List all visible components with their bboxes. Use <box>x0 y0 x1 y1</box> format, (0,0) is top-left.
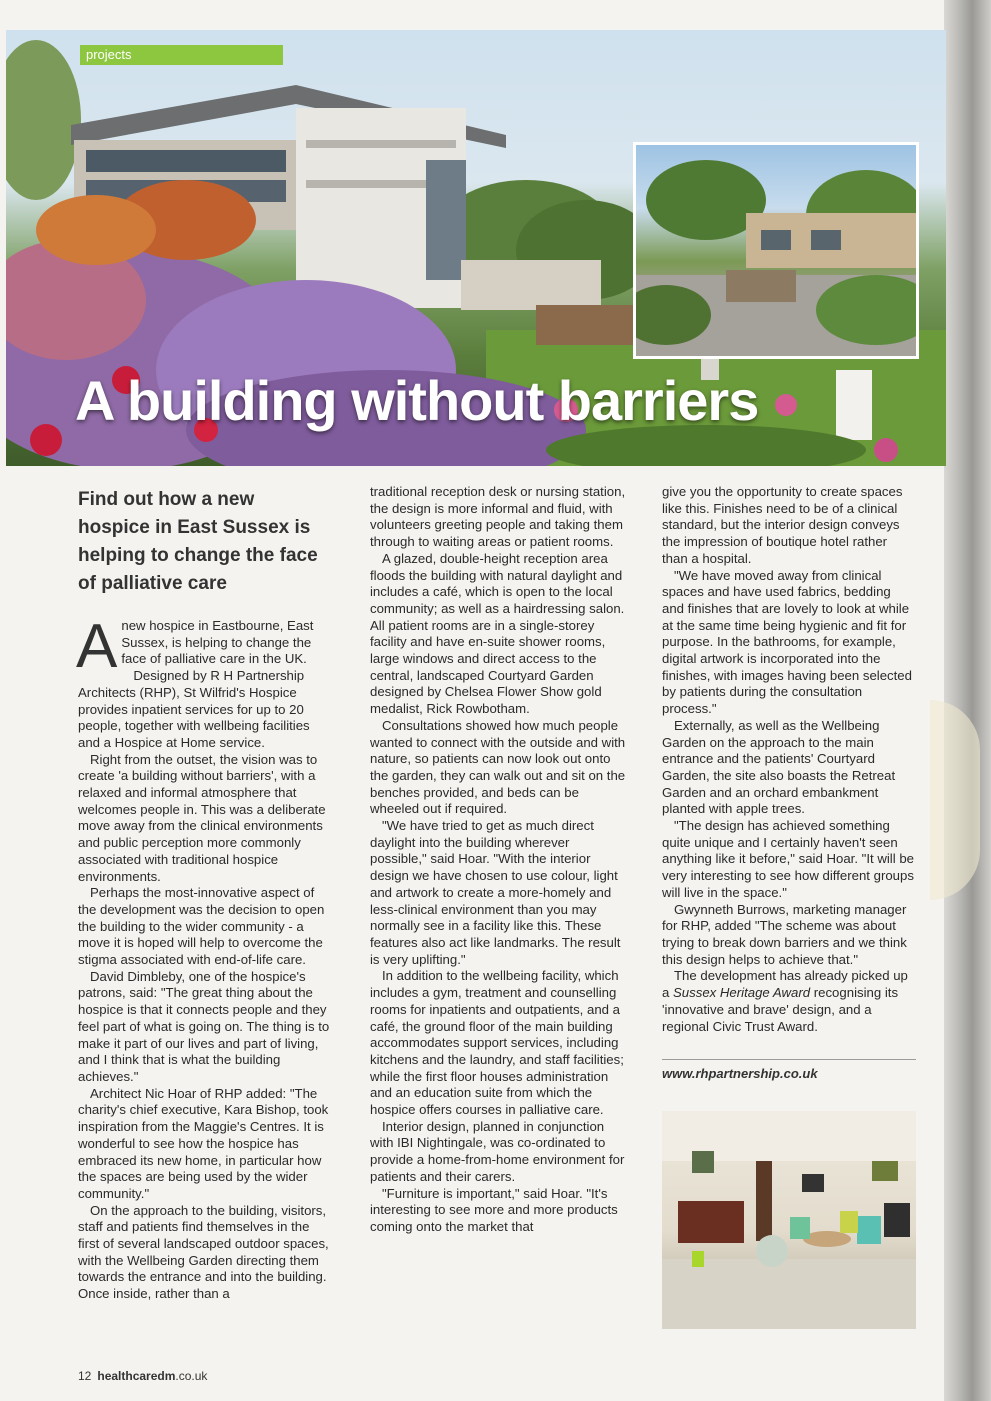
body-paragraph: Right from the outset, the vision was to create 'a building without barriers', with a relaxed and informal atmosphere that welcomes people in. This was a deliberate move away from the clinical environments and public perception more commonly associated with traditional hospice environments. <box>78 751 326 884</box>
page-curl <box>930 700 980 900</box>
body-paragraph: Anew hospice in Eastbourne, East Sussex, is helping to change the face of palliative care in the UK. <box>76 612 314 681</box>
body-column-2 <box>370 484 626 1236</box>
body-paragraph: Interior design, planned in conjunction with IBI Nightingale, was co-ordinated to provide a home-from-home environment for patients and their carers. <box>370 1118 625 1184</box>
standfirst: Find out how a new hospice in East Sussex is helping to change the face of palliative care <box>78 489 318 594</box>
drop-cap: A <box>76 612 118 681</box>
body-paragraph: Externally, as well as the Wellbeing Garden on the approach to the main entrance and the patients' Courtyard Garden, the site also boasts the Retreat Garden and an orchard embankment planted with apple trees. <box>662 717 896 817</box>
body-paragraph: The development has already picked up a Sussex Heritage Award recognising its 'innovative and brave' design, and a regional Civic Trust Award. <box>662 968 908 1034</box>
body-paragraph: "The design has achieved something quite unique and I certainly haven't seen anything like it before," said Hoar. "It will be very interesting to see how different groups will live in the space." <box>662 818 914 900</box>
body-paragraph: Architect Nic Hoar of RHP added: "The charity's chief executive, Kara Bishop, took inspiration from the Maggie's Centres. It is wonderful to see how the hospice has embraced its new home, in particular how the spaces are being used by the wider community." <box>78 1085 329 1201</box>
body-paragraph: Consultations showed how much people wanted to connect with the outside and with nature, so patients can now look out onto the garden, they can walk out and sit on the benches provided, and beds can be wheeled out if required. <box>370 717 626 817</box>
page-number: 12 <box>78 1369 92 1383</box>
website-link[interactable]: www.rhpartnership.co.uk <box>662 1066 818 1081</box>
body-column-3 <box>662 484 916 1035</box>
body-paragraph: "Furniture is important," said Hoar. "It's interesting to see more and more products coming onto the market that <box>370 1185 618 1234</box>
courtyard-inset-photo <box>633 142 919 359</box>
body-paragraph: "We have moved away from clinical spaces and have used fabrics, bedding and finishes that are lovely to look at while at the same time being hygienic and fit for purpose. In the bathrooms, for example, digital artwork is incorporated into the finishes, with images having been selected by patients during the consultation process." <box>662 567 912 717</box>
interior-photo <box>662 1111 916 1329</box>
award-name: Sussex Heritage Award <box>673 985 811 1001</box>
publication-site: healthcaredm <box>97 1369 176 1383</box>
body-paragraph: David Dimbleby, one of the hospice's patrons, said: "The great thing about the hospice is that it connects people and they feel part of what is going on. The thing is to make it part of our lives and part of living, and I think that is what the building achieves." <box>78 968 330 1084</box>
body-paragraph: In addition to the wellbeing facility, which includes a gym, treatment and counselling rooms for inpatients and outpatients, and a café, the ground floor of the main building accommodates support services, including kitchens and the laundry, and staff facilities; while the first floor houses administration and an education suite from which the hospice offers courses in palliative care. <box>370 968 624 1118</box>
page-footer: 12 healthcaredm.co.uk <box>78 1369 208 1383</box>
body-paragraph: Gwynneth Burrows, marketing manager for RHP, added "The scheme was about trying to break down barriers and we think this design helps to achieve that." <box>662 901 907 967</box>
section-tag: projects <box>80 45 283 65</box>
body-paragraph: traditional reception desk or nursing station, the design is more informal and fluid, with volunteers greeting people and taking them through to waiting areas or patient rooms. <box>370 484 626 550</box>
body-paragraph: A glazed, double-height reception area floods the building with natural daylight and includes a café, which is open to the local community; as well as a hairdressing salon. All patient rooms are in a single-storey facility and have en-suite shower rooms, large windows and direct access to the central, landscaped Courtyard Garden designed by Chelsea Flower Show gold medalist, Rick Rowbotham. <box>370 550 625 717</box>
body-paragraph: "We have tried to get as much direct daylight into the building wherever possible," said Hoar. "With the interior design we have chosen to use colour, light and artwork to create a more-homely and less-clinical environment than you may normally see in a facility like this. These features also act like landmarks. The result is very uplifting." <box>370 818 621 967</box>
divider <box>662 1059 916 1060</box>
body-paragraph: On the approach to the building, visitors, staff and patients find themselves in the first of several landscaped outdoor spaces, with the Wellbeing Garden directing them towards the entrance and into the building. Once inside, rather than a <box>78 1202 329 1302</box>
page-title: A building without barriers <box>75 369 759 432</box>
binding-edge <box>944 0 991 1401</box>
body-paragraph: give you the opportunity to create spaces like this. Finishes need to be of a clinical standard, but the interior design conveys the impression of boutique hotel rather than a hospital. <box>662 484 903 566</box>
body-column-1 <box>76 612 331 1303</box>
body-paragraph: Designed by R H Partnership Architects (RHP), St Wilfrid's Hospice provides inpatient services for up to 20 people, together with wellbeing facilities and a Hospice at Home service. <box>78 668 310 750</box>
body-paragraph: Perhaps the most-innovative aspect of the development was the decision to open the building to the wider community - a move it is hoped will help to overcome the stigma associated with end-of-life care. <box>78 885 325 968</box>
